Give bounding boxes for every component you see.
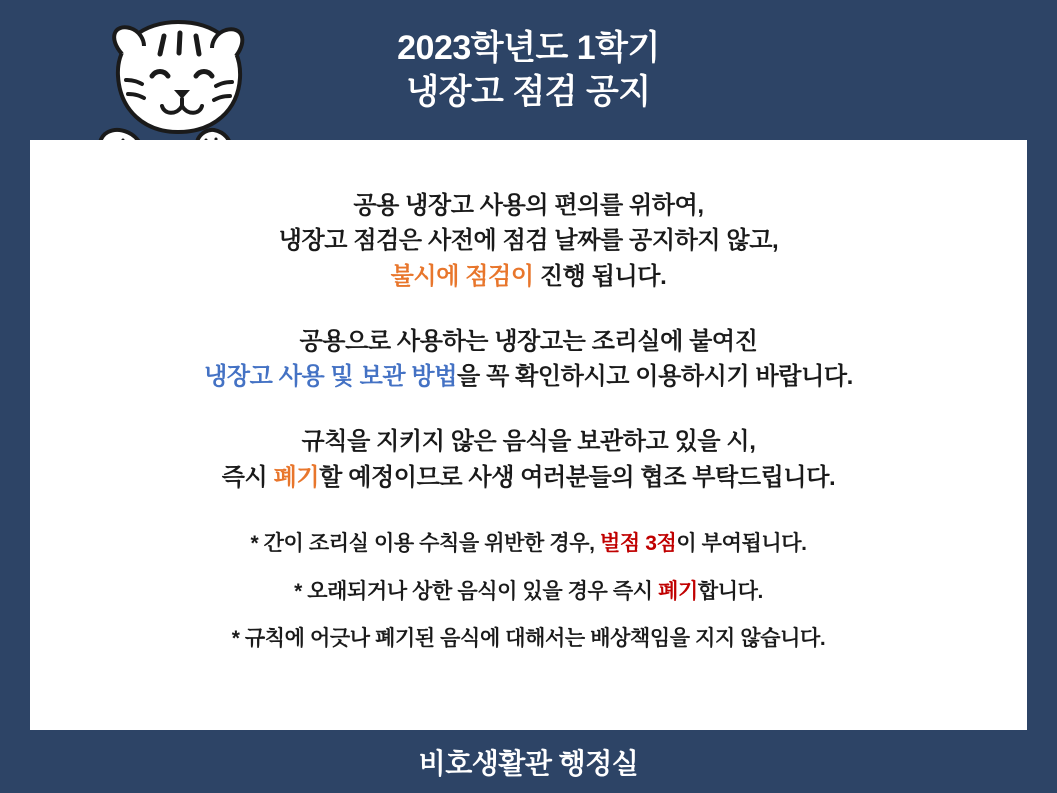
- note-item-1: [30, 529, 1027, 559]
- note-1-rest: 이 부여됩니다.: [676, 531, 807, 555]
- note-item-3: * 규칙에 어긋나 폐기된 음식에 대해서는 배상책임을 지지 않습니다.: [231, 627, 826, 651]
- paragraph-3-line-1: 규칙을 지키지 않은 음식을 보관하고 있을 시,: [301, 428, 756, 456]
- note-item-2: [30, 577, 1027, 607]
- page-title: [397, 26, 660, 114]
- paragraph-2: [30, 324, 1027, 395]
- title-line-1: 2023학년도 1학기: [397, 28, 660, 67]
- title-line-2: 냉장고 점검 공지: [406, 73, 651, 111]
- poster-header: [0, 0, 1057, 140]
- paragraph-3-line-2-rest: 할 예정이므로 사생 여러분들의 협조 부탁드립니다.: [319, 463, 836, 491]
- paragraph-1-highlight: 불시에 점검이: [390, 262, 534, 290]
- paragraph-3-line-2-pre: 즉시: [221, 463, 274, 491]
- notes-list: [30, 529, 1027, 654]
- paragraph-3-highlight: 폐기: [273, 463, 320, 491]
- paragraph-1-line-1: 공용 냉장고 사용의 편의를 위하여,: [353, 192, 704, 219]
- note-2-pre: * 오래되거나 상한 음식이 있을 경우 즉시: [294, 579, 659, 603]
- organization-name: 비호생활관 행정실: [418, 747, 639, 779]
- notice-body-text: [30, 188, 1027, 654]
- notice-body-card: [30, 140, 1027, 730]
- note-2-highlight: 폐기: [658, 579, 698, 603]
- note-1-pre: * 간이 조리실 이용 수칙을 위반한 경우,: [250, 531, 600, 555]
- note-1-highlight: 벌점 3점: [599, 531, 677, 555]
- paragraph-3: [30, 424, 1027, 495]
- poster-footer: [0, 730, 1057, 793]
- paragraph-2-line-2-rest: 을 꼭 확인하시고 이용하시기 바랍니다.: [457, 363, 853, 391]
- paragraph-1-line-2: 냉장고 점검은 사전에 점검 날짜를 공지하지 않고,: [278, 227, 779, 255]
- paragraph-2-highlight: 냉장고 사용 및 보관 방법: [204, 363, 458, 391]
- note-2-rest: 합니다.: [697, 579, 763, 603]
- paragraph-1-line-3-rest: 진행 됩니다.: [533, 262, 667, 290]
- paragraph-2-line-1: 공용으로 사용하는 냉장고는 조리실에 붙여진: [299, 327, 758, 355]
- paragraph-1: [30, 188, 1027, 294]
